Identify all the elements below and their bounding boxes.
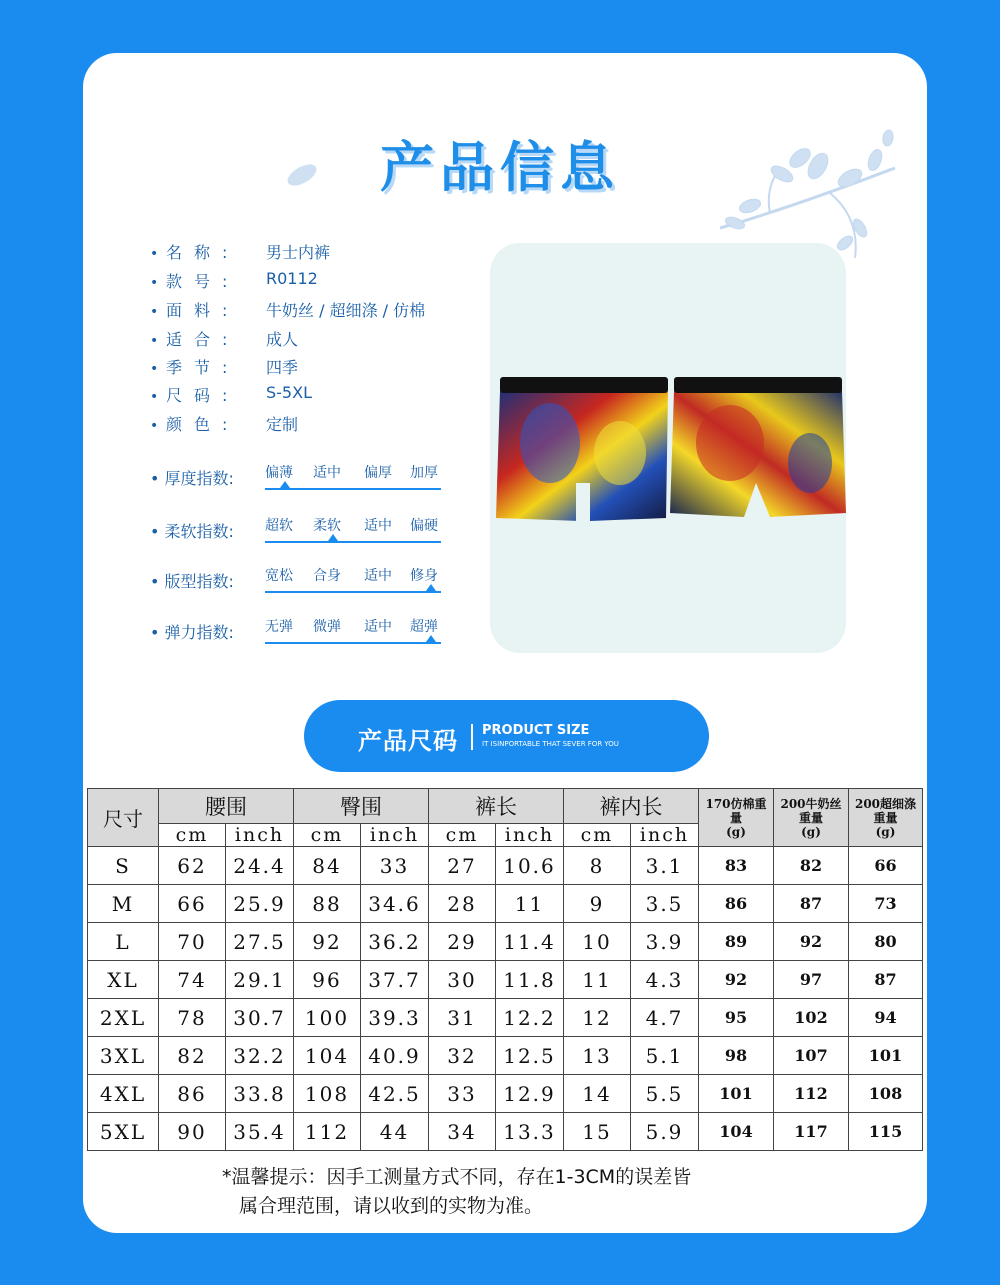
table-row: [88, 999, 923, 1037]
table-cell: 5.9: [631, 1113, 699, 1151]
size-cell: 4XL: [88, 1075, 159, 1113]
size-banner-subtitle: PRODUCT SIZE: [482, 723, 590, 738]
table-cell: 5.5: [631, 1075, 699, 1113]
index-option: 加厚: [410, 465, 438, 481]
table-cell: 10.6: [496, 847, 564, 885]
table-cell: 104: [294, 1037, 361, 1075]
table-cell: 8: [564, 847, 631, 885]
table-cell: 108: [849, 1075, 923, 1113]
table-cell: 12.2: [496, 999, 564, 1037]
table-cell: 11.4: [496, 923, 564, 961]
index-marker: [328, 534, 338, 541]
table-cell: 83: [699, 847, 774, 885]
table-cell: 80: [849, 923, 923, 961]
table-cell: 95: [699, 999, 774, 1037]
table-cell: 92: [774, 923, 849, 961]
tip-line-2: 属合理范围，请以收到的实物为准。: [239, 1195, 544, 1217]
table-cell: 27.5: [226, 923, 294, 961]
table-row: [88, 923, 923, 961]
unit-header: cm: [564, 824, 631, 847]
table-cell: 115: [849, 1113, 923, 1151]
table-cell: 104: [699, 1113, 774, 1151]
size-table: [87, 788, 923, 1151]
boxer-briefs-image: [490, 243, 846, 653]
table-cell: 92: [699, 961, 774, 999]
size-cell: 5XL: [88, 1113, 159, 1151]
table-row: [88, 1075, 923, 1113]
table-cell: 96: [294, 961, 361, 999]
index-option: 合身: [313, 568, 341, 584]
table-cell: 12.5: [496, 1037, 564, 1075]
table-cell: 78: [159, 999, 226, 1037]
leaf-decoration-small: [282, 160, 322, 190]
index-label: • 厚度指数:: [150, 469, 234, 488]
table-cell: 29: [429, 923, 496, 961]
index-option: 超软: [265, 518, 293, 534]
table-cell: 44: [361, 1113, 429, 1151]
table-cell: 100: [294, 999, 361, 1037]
index-marker: [280, 481, 290, 488]
group-header-inseam: 裤内长: [564, 789, 699, 824]
table-cell: 4.7: [631, 999, 699, 1037]
index-label: • 弹力指数:: [150, 623, 234, 642]
index-scale-line: [265, 541, 441, 543]
table-cell: 30: [429, 961, 496, 999]
table-cell: 102: [774, 999, 849, 1037]
table-cell: 4.3: [631, 961, 699, 999]
table-cell: 90: [159, 1113, 226, 1151]
table-cell: 33: [429, 1075, 496, 1113]
table-cell: 3.1: [631, 847, 699, 885]
table-cell: 40.9: [361, 1037, 429, 1075]
table-cell: 34: [429, 1113, 496, 1151]
table-cell: 66: [159, 885, 226, 923]
index-scale-line: [265, 642, 441, 644]
size-cell: M: [88, 885, 159, 923]
table-cell: 36.2: [361, 923, 429, 961]
size-header: 尺寸: [88, 789, 159, 847]
unit-header: inch: [226, 824, 294, 847]
size-cell: 2XL: [88, 999, 159, 1037]
index-option: 适中: [364, 568, 392, 584]
table-cell: 82: [159, 1037, 226, 1075]
unit-header: cm: [294, 824, 361, 847]
tip-line-1: *温馨提示：因手工测量方式不同，存在1-3CM的误差皆: [222, 1166, 692, 1188]
table-cell: 10: [564, 923, 631, 961]
table-cell: 42.5: [361, 1075, 429, 1113]
table-row: [88, 1113, 923, 1151]
table-cell: 87: [774, 885, 849, 923]
table-cell: 29.1: [226, 961, 294, 999]
table-row: [88, 847, 923, 885]
table-cell: 89: [699, 923, 774, 961]
size-banner-title: 产品尺码: [358, 727, 458, 755]
table-cell: 88: [294, 885, 361, 923]
table-cell: 3.9: [631, 923, 699, 961]
table-cell: 74: [159, 961, 226, 999]
table-cell: 101: [849, 1037, 923, 1075]
table-cell: 11.8: [496, 961, 564, 999]
measurement-tip: [222, 1163, 691, 1221]
index-option: 偏厚: [364, 465, 392, 481]
table-cell: 12.9: [496, 1075, 564, 1113]
index-label: • 版型指数:: [150, 572, 234, 591]
table-cell: 108: [294, 1075, 361, 1113]
table-cell: 24.4: [226, 847, 294, 885]
table-cell: 62: [159, 847, 226, 885]
table-row: [88, 885, 923, 923]
table-cell: 32.2: [226, 1037, 294, 1075]
table-cell: 35.4: [226, 1113, 294, 1151]
size-cell: S: [88, 847, 159, 885]
table-cell: 39.3: [361, 999, 429, 1037]
table-cell: 98: [699, 1037, 774, 1075]
weight-header-cotton: 170仿棉重 量 (g): [699, 789, 774, 847]
banner-divider: [471, 724, 473, 750]
table-cell: 9: [564, 885, 631, 923]
table-cell: 66: [849, 847, 923, 885]
group-header-length: 裤长: [429, 789, 564, 824]
table-cell: 82: [774, 847, 849, 885]
index-marker: [426, 635, 436, 642]
table-cell: 112: [774, 1075, 849, 1113]
index-option: 偏硬: [410, 518, 438, 534]
table-cell: 31: [429, 999, 496, 1037]
index-option: 柔软: [313, 518, 341, 534]
table-cell: 87: [849, 961, 923, 999]
table-cell: 70: [159, 923, 226, 961]
page-title: 产品信息: [380, 136, 620, 199]
product-photo: [490, 243, 846, 653]
table-cell: 34.6: [361, 885, 429, 923]
table-cell: 84: [294, 847, 361, 885]
table-cell: 11: [496, 885, 564, 923]
table-cell: 28: [429, 885, 496, 923]
table-cell: 25.9: [226, 885, 294, 923]
index-option: 偏薄: [265, 465, 293, 481]
table-cell: 117: [774, 1113, 849, 1151]
index-scale-line: [265, 488, 441, 490]
size-cell: 3XL: [88, 1037, 159, 1075]
table-cell: 86: [699, 885, 774, 923]
table-cell: 92: [294, 923, 361, 961]
table-cell: 107: [774, 1037, 849, 1075]
table-cell: 15: [564, 1113, 631, 1151]
table-cell: 32: [429, 1037, 496, 1075]
table-row: [88, 1037, 923, 1075]
size-cell: XL: [88, 961, 159, 999]
table-cell: 12: [564, 999, 631, 1037]
table-cell: 3.5: [631, 885, 699, 923]
table-cell: 33.8: [226, 1075, 294, 1113]
index-option: 适中: [364, 619, 392, 635]
table-cell: 94: [849, 999, 923, 1037]
table-cell: 101: [699, 1075, 774, 1113]
group-header-hip: 臀围: [294, 789, 429, 824]
table-cell: 97: [774, 961, 849, 999]
size-cell: L: [88, 923, 159, 961]
table-cell: 33: [361, 847, 429, 885]
index-marker: [426, 584, 436, 591]
group-header-waist: 腰围: [159, 789, 294, 824]
index-scale-line: [265, 591, 441, 593]
unit-header: inch: [631, 824, 699, 847]
table-cell: 13: [564, 1037, 631, 1075]
weight-header-microfiber: 200超细涤 重量 (g): [849, 789, 923, 847]
weight-header-milk-silk: 200牛奶丝 重量 (g): [774, 789, 849, 847]
table-cell: 27: [429, 847, 496, 885]
table-cell: 73: [849, 885, 923, 923]
index-label: • 柔软指数:: [150, 522, 234, 541]
table-cell: 5.1: [631, 1037, 699, 1075]
unit-header: cm: [159, 824, 226, 847]
index-option: 无弹: [265, 619, 293, 635]
unit-header: inch: [361, 824, 429, 847]
table-cell: 30.7: [226, 999, 294, 1037]
table-cell: 11: [564, 961, 631, 999]
table-cell: 13.3: [496, 1113, 564, 1151]
table-cell: 112: [294, 1113, 361, 1151]
table-cell: 14: [564, 1075, 631, 1113]
table-cell: 86: [159, 1075, 226, 1113]
table-cell: 37.7: [361, 961, 429, 999]
index-option: 微弹: [313, 619, 341, 635]
table-row: [88, 961, 923, 999]
size-banner-tagline: IT ISINPORTABLE THAT SEVER FOR YOU: [482, 740, 619, 748]
index-option: 宽松: [265, 568, 293, 584]
index-option: 适中: [364, 518, 392, 534]
unit-header: cm: [429, 824, 496, 847]
product-size-banner: [304, 700, 709, 772]
index-option: 适中: [313, 465, 341, 481]
index-option: 超弹: [410, 619, 438, 635]
unit-header: inch: [496, 824, 564, 847]
index-option: 修身: [410, 568, 438, 584]
